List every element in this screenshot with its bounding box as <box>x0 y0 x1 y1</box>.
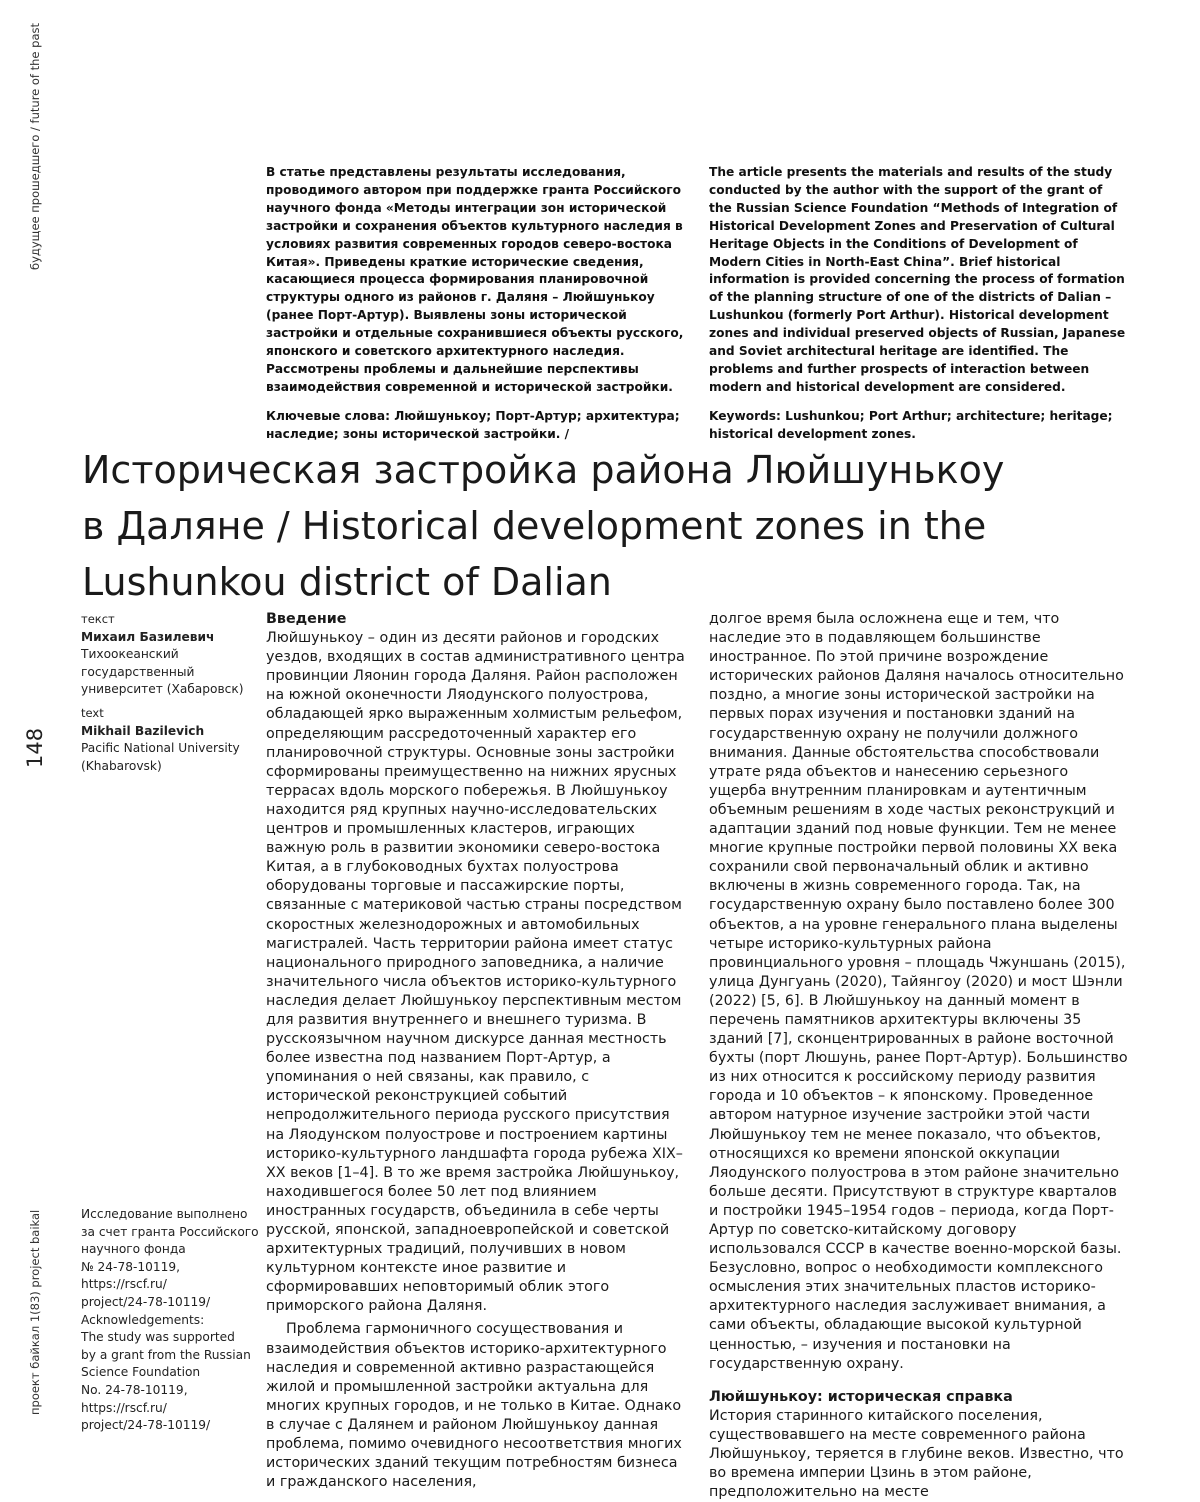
article-title <box>82 442 1082 610</box>
abstract-en-text: The article presents the materials and results of the study conducted by the author with the support of the grant of the Russian Science Foundation “Methods of Integration of Historical Development Zones and Preservation of Cultural Heritage Objects in the Conditions of Development of Modern Cities in North-East China”. Brief historical information is provided concerning the process of formation of the planning structure of one of the districts of Dalian – Lushunkou (formerly Port Arthur). Historical development zones and individual preserved objects of Russian, Japanese and Soviet architectural heritage are identified. The problems and further prospects of interaction between modern and historical development are considered. <box>709 165 1126 394</box>
title-line-3: Lushunkou district of Dalian <box>82 560 612 604</box>
author-affiliation-ru-1: Тихоокеанский <box>81 647 179 662</box>
abstract-en-keywords: Keywords: Lushunkou; Port Arthur; architecture; heritage; historical development zones. <box>709 408 1113 441</box>
author-name-ru: Михаил Базилевич <box>81 629 215 644</box>
grant-ru-link[interactable]: project/24-78-10119/ <box>81 1294 211 1309</box>
author-label-en: text <box>81 705 104 720</box>
history-heading: Люйшунькоу: историческая справка <box>709 1388 1013 1405</box>
grant-ru-line: № 24-78-10119, <box>81 1259 181 1274</box>
grant-en-line: The study was supported <box>81 1330 235 1345</box>
body-paragraph: Люйшунькоу – один из десяти районов и городских уездов, входящих в состав административного центра провинции Ляонин города Даляня. Район расположен на южной оконечности Ляодунского полуострова, обладающей ярко выраженным холмистым рельефом, определяющим рассредоточенный характер его планировочной структуры. Основные зоны застройки сформированы преимущественно на нижних ярусных террасах вдоль морского побережья. В Люйшунькоу находится ряд крупных научно-исследовательских центров и промышленных кластеров, играющих важную роль в развитии экономики северо-востока Китая, а в глубоководных бухтах полуострова оборудованы торговые и пассажирские порты, связанные с материковой частью страны посредством скоростных железнодорожных и автомобильных магистралей. Часть территории района имеет статус национального природного заповедника, а наличие значительного числа объектов историко-культурного наследия делает Люйшунькоу перспективным местом для развития внутреннего и внешнего туризма. В русскоязычном научном дискурсе данная местность более известна под названием Порт-Артур, а упоминания о ней связаны, как правило, с исторической реконструкцией событий непродолжительного периода русского присутствия на Ляодунском полуострове и построением картины историко-культурного ландшафта города рубежа XIX–XX веков [1–4]. В то же время застройка Люйшунькоу, находившегося более 50 лет под влиянием иностранных государств, объединила в себе черты русской, японской, западноевропейской и советской архитектурных традиций, получивших в новом культурном контексте иное развитие и сформировавших неповторимый облик этого приморского района Даляня. <box>266 630 685 1315</box>
body-paragraph: Проблема гармоничного сосуществования и взаимодействия объектов историко-архитектурного наследия и современной активно разрастающейся жилой и промышленной застройки актуальна для многих крупных городов, и не только в Китае. Однако в случае с Далянем и районом Люйшунькоу данная проблема, помимо очевидного несоответствия многих исторических зданий текущим потребностям бизнеса и гражданского населения, <box>266 1321 682 1491</box>
body-paragraph: История старинного китайского поселения, существовавшего на месте современного района Люйшунькоу, теряется в глубине веков. Известно, что во времена империи Цзинь в этом районе, предположительно на месте <box>709 1407 1124 1501</box>
title-line-2: в Даляне / Historical development zones in the <box>82 504 987 548</box>
author-affiliation-ru-3: университет (Хабаровск) <box>81 682 244 697</box>
grant-en-link[interactable]: https://rscf.ru/ <box>81 1400 167 1415</box>
body-paragraph: долгое время была осложнена еще и тем, что наследие это в подавляющем большинстве иностранное. По этой причине возрождение исторических районов Даляня началось относительно поздно, а многие зоны исторической застройки на первых порах изучения и постановки зданий на государственную охрану не получили должного внимания. Данные обстоятельства способствовали утрате ряда объектов и нанесению серьезного ущерба внутренним планировкам и аутентичным объемным решениям в ходе частых реконструкций и адаптации зданий под новые функции. Тем не менее многие крупные постройки первой половины XX века сохранили свой первоначальный облик и активно включены в жизнь современного города. Так, на государственную охрану было поставлено более 300 объектов, а на уровне генерального плана выделены четыре историко-культурных района провинциального уровня – площадь Чжуншань (2015), улица Дунгуань (2020), Тайянгоу (2020) и мост Шэнли (2022) [5, 6]. В Люйшунькоу на данный момент в перечень памятников архитектуры включены 35 зданий [7], сконцентрированных в районе восточной бухты (порт Люшунь, ранее Порт-Артур). Большинство из них относится к российскому периоду развития города и 10 объектов – к японскому. Проведенное автором натурное изучение застройки этой части Люйшунькоу тем не менее показало, что объектов, относящихся ко времени японской оккупации Ляодунского полуострова в этом районе значительно больше десяти. Присутствуют в структуре кварталов и постройки 1945–1954 годов – периода, когда Порт-Артур по советско-китайскому договору использовался СССР в качестве военно-морской базы. Безусловно, вопрос о необходимости комплексного осмысления этих значительных пластов историко-архитектурного наследия заслуживает внимания, а сами объекты, обладающие высокой культурной ценностью, – изучения и постановки на государственную охрану. <box>709 611 1128 1372</box>
grant-ru-link[interactable]: https://rscf.ru/ <box>81 1277 167 1292</box>
author-name-en: Mikhail Bazilevich <box>81 723 205 738</box>
author-label-ru: текст <box>81 612 115 626</box>
author-affiliation-en-1: Pacific National University <box>81 741 240 756</box>
grant-ru-line: за счет гранта Российского <box>81 1224 259 1239</box>
grant-en-line: by a grant from the Russian <box>81 1347 251 1362</box>
author-affiliation-ru-2: государственный <box>81 664 195 679</box>
grant-en-line: Acknowledgements: <box>81 1312 205 1327</box>
abstract-ru-keywords: Ключевые слова: Люйшунькоу; Порт-Артур; архитектура; наследие; зоны исторической застройки. / <box>266 408 680 441</box>
running-head-bottom: проект байкал 1(83) project baikal <box>28 1209 42 1415</box>
grant-ru-line: Исследование выполнено <box>81 1207 248 1221</box>
abstract-ru <box>266 164 686 444</box>
page-number: 148 <box>23 727 47 768</box>
grant-en-line: No. 24-78-10119, <box>81 1382 188 1397</box>
abstract-en <box>709 164 1129 444</box>
abstract-ru-text: В статье представлены результаты исследования, проводимого автором при поддержке гранта Российского научного фонда «Методы интеграции зон исторической застройки и сохранения объектов культурного наследия в условиях развития современных городов северо-востока Китая». Приведены краткие исторические сведения, касающиеся процесса формирования планировочной структуры одного из районов г. Даляня – Люйшунькоу (ранее Порт-Артур). Выявлены зоны исторической застройки и отдельные сохранившиеся объекты русского, японского и советского архитектурного наследия. Рассмотрены проблемы и дальнейшие перспективы взаимодействия современной и исторической застройки. <box>266 165 684 394</box>
grant-note <box>81 1206 259 1435</box>
grant-en-line: Science Foundation <box>81 1365 201 1380</box>
running-head-top: будущее прошедшего / future of the past <box>28 22 42 270</box>
author-affiliation-en-2: (Khabarovsk) <box>81 758 162 773</box>
intro-heading: Введение <box>266 611 347 627</box>
body-column-1 <box>266 610 686 1492</box>
body-column-2 <box>709 610 1129 1502</box>
grant-ru-line: научного фонда <box>81 1242 186 1257</box>
author-block <box>81 611 256 775</box>
title-line-1: Историческая застройка района Люйшунькоу <box>82 448 1005 492</box>
grant-en-link[interactable]: project/24-78-10119/ <box>81 1418 211 1433</box>
